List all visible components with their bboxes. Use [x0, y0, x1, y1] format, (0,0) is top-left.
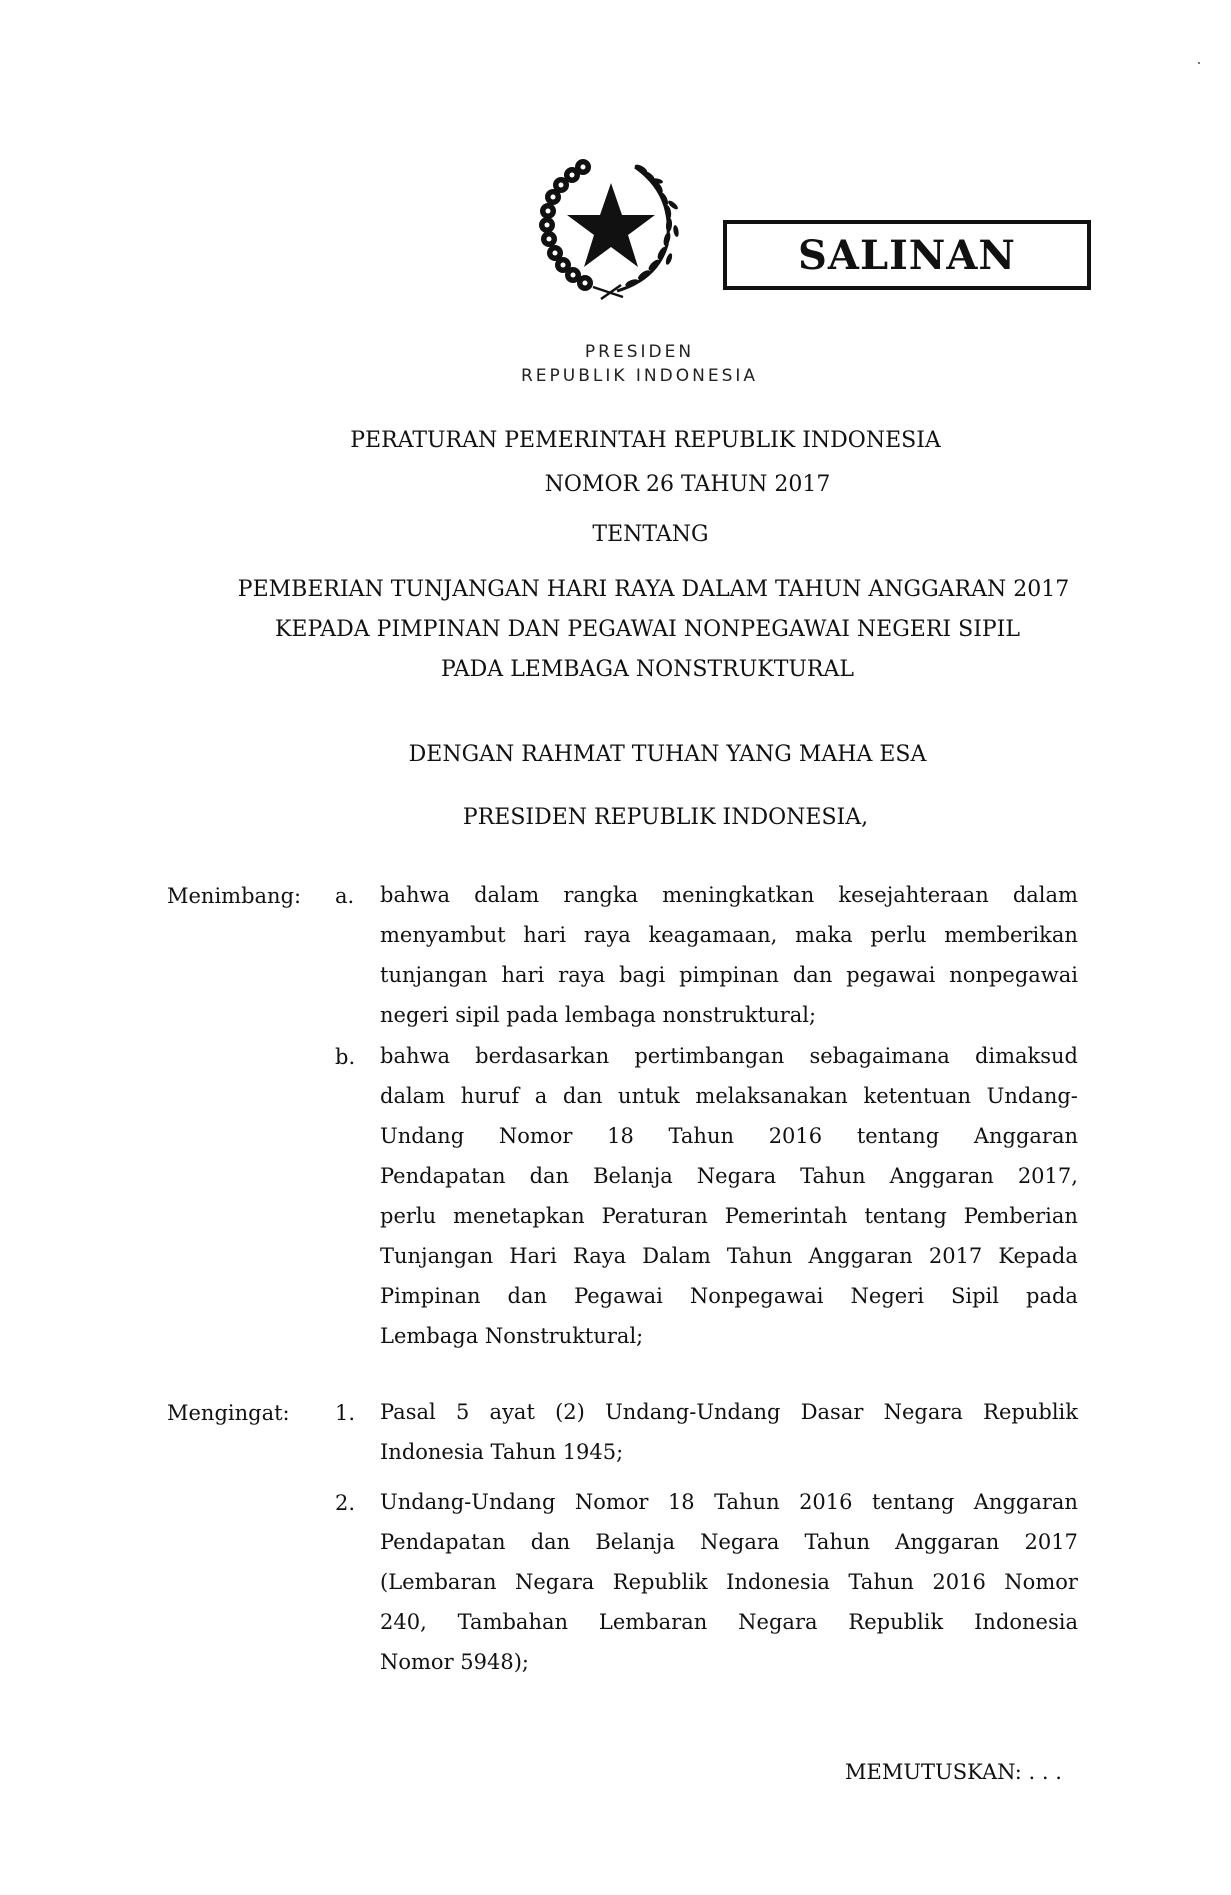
item-marker: b. — [335, 1045, 356, 1069]
text-line: negeri sipil pada lembaga nonstruktural; — [380, 1003, 817, 1027]
word: Tahun — [848, 1570, 914, 1594]
text-line — [380, 1562, 1078, 1602]
item-marker: 2. — [335, 1491, 356, 1515]
word: raya — [583, 923, 631, 947]
word: Pemberian — [963, 1204, 1078, 1228]
word: Republik — [612, 1570, 708, 1594]
word: Negara — [738, 1610, 818, 1634]
word: (Lembaran — [380, 1570, 497, 1594]
text-line — [380, 1482, 1078, 1522]
word: Negara — [515, 1570, 595, 1594]
word: tentang — [856, 1124, 940, 1148]
word: Tahun — [800, 1164, 866, 1188]
word: Indonesia — [974, 1610, 1078, 1634]
word: bahwa — [380, 883, 450, 907]
word: Nomor — [574, 1490, 649, 1514]
word: bahwa — [380, 1044, 450, 1068]
text-line — [380, 915, 1078, 955]
regulation-subject-line-2: KEPADA PIMPINAN DAN PEGAWAI NONPEGAWAI NEGERI SIPIL — [275, 617, 1020, 642]
word: Anggaran — [973, 1124, 1078, 1148]
text-line — [380, 1116, 1078, 1156]
regulation-about-label: TENTANG — [592, 522, 709, 547]
item-marker: a. — [335, 884, 355, 908]
stamp-label: SALINAN — [798, 231, 1016, 279]
word: 2017, — [1017, 1164, 1078, 1188]
word: dalam — [380, 1084, 446, 1108]
mengingat-label: Mengingat: — [167, 1401, 290, 1425]
continuation-memutuskan: MEMUTUSKAN: . . . — [845, 1760, 1062, 1784]
salinan-stamp — [723, 220, 1091, 290]
issuer: PRESIDEN REPUBLIK INDONESIA, — [462, 805, 869, 830]
word: hari — [523, 923, 567, 947]
menimbang-label: Menimbang: — [167, 884, 302, 908]
text-line — [380, 1076, 1078, 1116]
word: Dalam — [642, 1244, 711, 1268]
word: dimaksud — [974, 1044, 1078, 1068]
word: Indonesia — [726, 1570, 830, 1594]
word: dan — [792, 963, 833, 987]
word: Peraturan — [601, 1204, 708, 1228]
word: 2016 — [799, 1490, 853, 1514]
text-line — [380, 1522, 1078, 1562]
text-line: Lembaga Nonstruktural; — [380, 1324, 644, 1348]
word: 2016 — [932, 1570, 986, 1594]
word: dan — [562, 1084, 603, 1108]
word: 18 — [667, 1490, 695, 1514]
word: Dasar — [800, 1400, 864, 1424]
word: dan — [530, 1530, 571, 1554]
word: Tahun — [668, 1124, 735, 1148]
word: Tahun — [726, 1244, 793, 1268]
word: Pendapatan — [380, 1164, 506, 1188]
word: Lembaran — [598, 1610, 708, 1634]
word: Belanja — [595, 1530, 675, 1554]
word: 2017 — [928, 1244, 983, 1268]
text-line — [380, 1196, 1078, 1236]
word: tentang — [864, 1204, 947, 1228]
word: Undang-Undang — [605, 1400, 781, 1424]
regulation-subject-line-1: PEMBERIAN TUNJANGAN HARI RAYA DALAM TAHUN ANGGARAN 2017 — [237, 577, 1070, 602]
item-text — [380, 875, 1078, 1035]
word: ayat — [489, 1400, 535, 1424]
presidential-emblem-icon — [535, 155, 685, 300]
word: Pasal — [380, 1400, 436, 1424]
word: Belanja — [593, 1164, 673, 1188]
word: Negara — [883, 1400, 963, 1424]
text-line: Indonesia Tahun 1945; — [380, 1440, 624, 1464]
word: menyambut — [380, 923, 506, 947]
word: untuk — [618, 1084, 680, 1108]
word: Nonpegawai — [689, 1284, 824, 1308]
word: pimpinan — [679, 963, 779, 987]
text-line — [380, 1392, 1078, 1432]
regulation-title: PERATURAN PEMERINTAH REPUBLIK INDONESIA — [350, 428, 941, 453]
word: Pemerintah — [724, 1204, 848, 1228]
text-line — [380, 875, 1078, 915]
word: Negeri — [850, 1284, 924, 1308]
word: Tambahan — [457, 1610, 569, 1634]
emblem-caption-republik: REPUBLIK INDONESIA — [520, 366, 759, 386]
word: (2) — [555, 1400, 585, 1424]
word: Anggaran — [889, 1164, 994, 1188]
emblem-caption-presiden: PRESIDEN — [584, 342, 695, 362]
word: memberikan — [944, 923, 1078, 947]
word: Tahun — [804, 1530, 871, 1554]
word: dalam — [474, 883, 540, 907]
word: tunjangan — [380, 963, 488, 987]
word: 240, — [380, 1610, 427, 1634]
word: Raya — [572, 1244, 627, 1268]
word: Sipil — [950, 1284, 999, 1308]
word: pada — [1026, 1284, 1078, 1308]
regulation-subject-line-3: PADA LEMBAGA NONSTRUKTURAL — [441, 657, 854, 682]
word: menetapkan — [453, 1204, 585, 1228]
word: ketentuan — [863, 1084, 972, 1108]
word: huruf — [460, 1084, 520, 1108]
text-line — [380, 1602, 1078, 1642]
word: 2016 — [768, 1124, 823, 1148]
word: keagamaan, — [648, 923, 778, 947]
invocation: DENGAN RAHMAT TUHAN YANG MAHA ESA — [408, 742, 927, 767]
word: sebagaimana — [809, 1044, 950, 1068]
word: Anggaran — [973, 1490, 1078, 1514]
word: Tahun — [714, 1490, 780, 1514]
word: Pendapatan — [380, 1530, 506, 1554]
word: nonpegawai — [949, 963, 1078, 987]
word: Nomor — [498, 1124, 573, 1148]
word: maka — [795, 923, 853, 947]
regulation-number: NOMOR 26 TAHUN 2017 — [544, 472, 831, 497]
item-text — [380, 1482, 1078, 1682]
word: Undang — [380, 1124, 465, 1148]
word: hari — [501, 963, 545, 987]
word: Republik — [848, 1610, 944, 1634]
word: raya — [558, 963, 606, 987]
word: Tunjangan — [380, 1244, 494, 1268]
word: rangka — [563, 883, 639, 907]
word: 18 — [607, 1124, 634, 1148]
word: pegawai — [846, 963, 936, 987]
word: 2017 — [1024, 1530, 1078, 1554]
item-text — [380, 1036, 1078, 1356]
text-line — [380, 955, 1078, 995]
item-marker: 1. — [335, 1401, 356, 1425]
word: Undang- — [986, 1084, 1078, 1108]
word: tentang — [871, 1490, 955, 1514]
text-line — [380, 1236, 1078, 1276]
word: kesejahteraan — [838, 883, 989, 907]
word: Negara — [696, 1164, 777, 1188]
word: pertimbangan — [634, 1044, 785, 1068]
word: Negara — [700, 1530, 780, 1554]
word: melaksanakan — [695, 1084, 848, 1108]
word: a — [534, 1084, 548, 1108]
word: dan — [529, 1164, 570, 1188]
word: Republik — [983, 1400, 1078, 1424]
word: Kepada — [998, 1244, 1078, 1268]
word: Pegawai — [574, 1284, 663, 1308]
item-text — [380, 1392, 1078, 1472]
word: dalam — [1012, 883, 1078, 907]
word: perlu — [380, 1204, 437, 1228]
text-line: Nomor 5948); — [380, 1650, 529, 1674]
word: dan — [507, 1284, 548, 1308]
word: perlu — [870, 923, 927, 947]
word: Nomor — [1004, 1570, 1078, 1594]
word: bagi — [619, 963, 666, 987]
word: Undang-Undang — [380, 1490, 556, 1514]
word: berdasarkan — [475, 1044, 610, 1068]
word: Anggaran — [895, 1530, 1000, 1554]
scan-speck — [1198, 62, 1200, 64]
text-line — [380, 1276, 1078, 1316]
word: meningkatkan — [662, 883, 815, 907]
word: Pimpinan — [380, 1284, 481, 1308]
text-line — [380, 1036, 1078, 1076]
word: 5 — [455, 1400, 470, 1424]
text-line — [380, 1156, 1078, 1196]
word: Hari — [509, 1244, 557, 1268]
word: Anggaran — [808, 1244, 913, 1268]
